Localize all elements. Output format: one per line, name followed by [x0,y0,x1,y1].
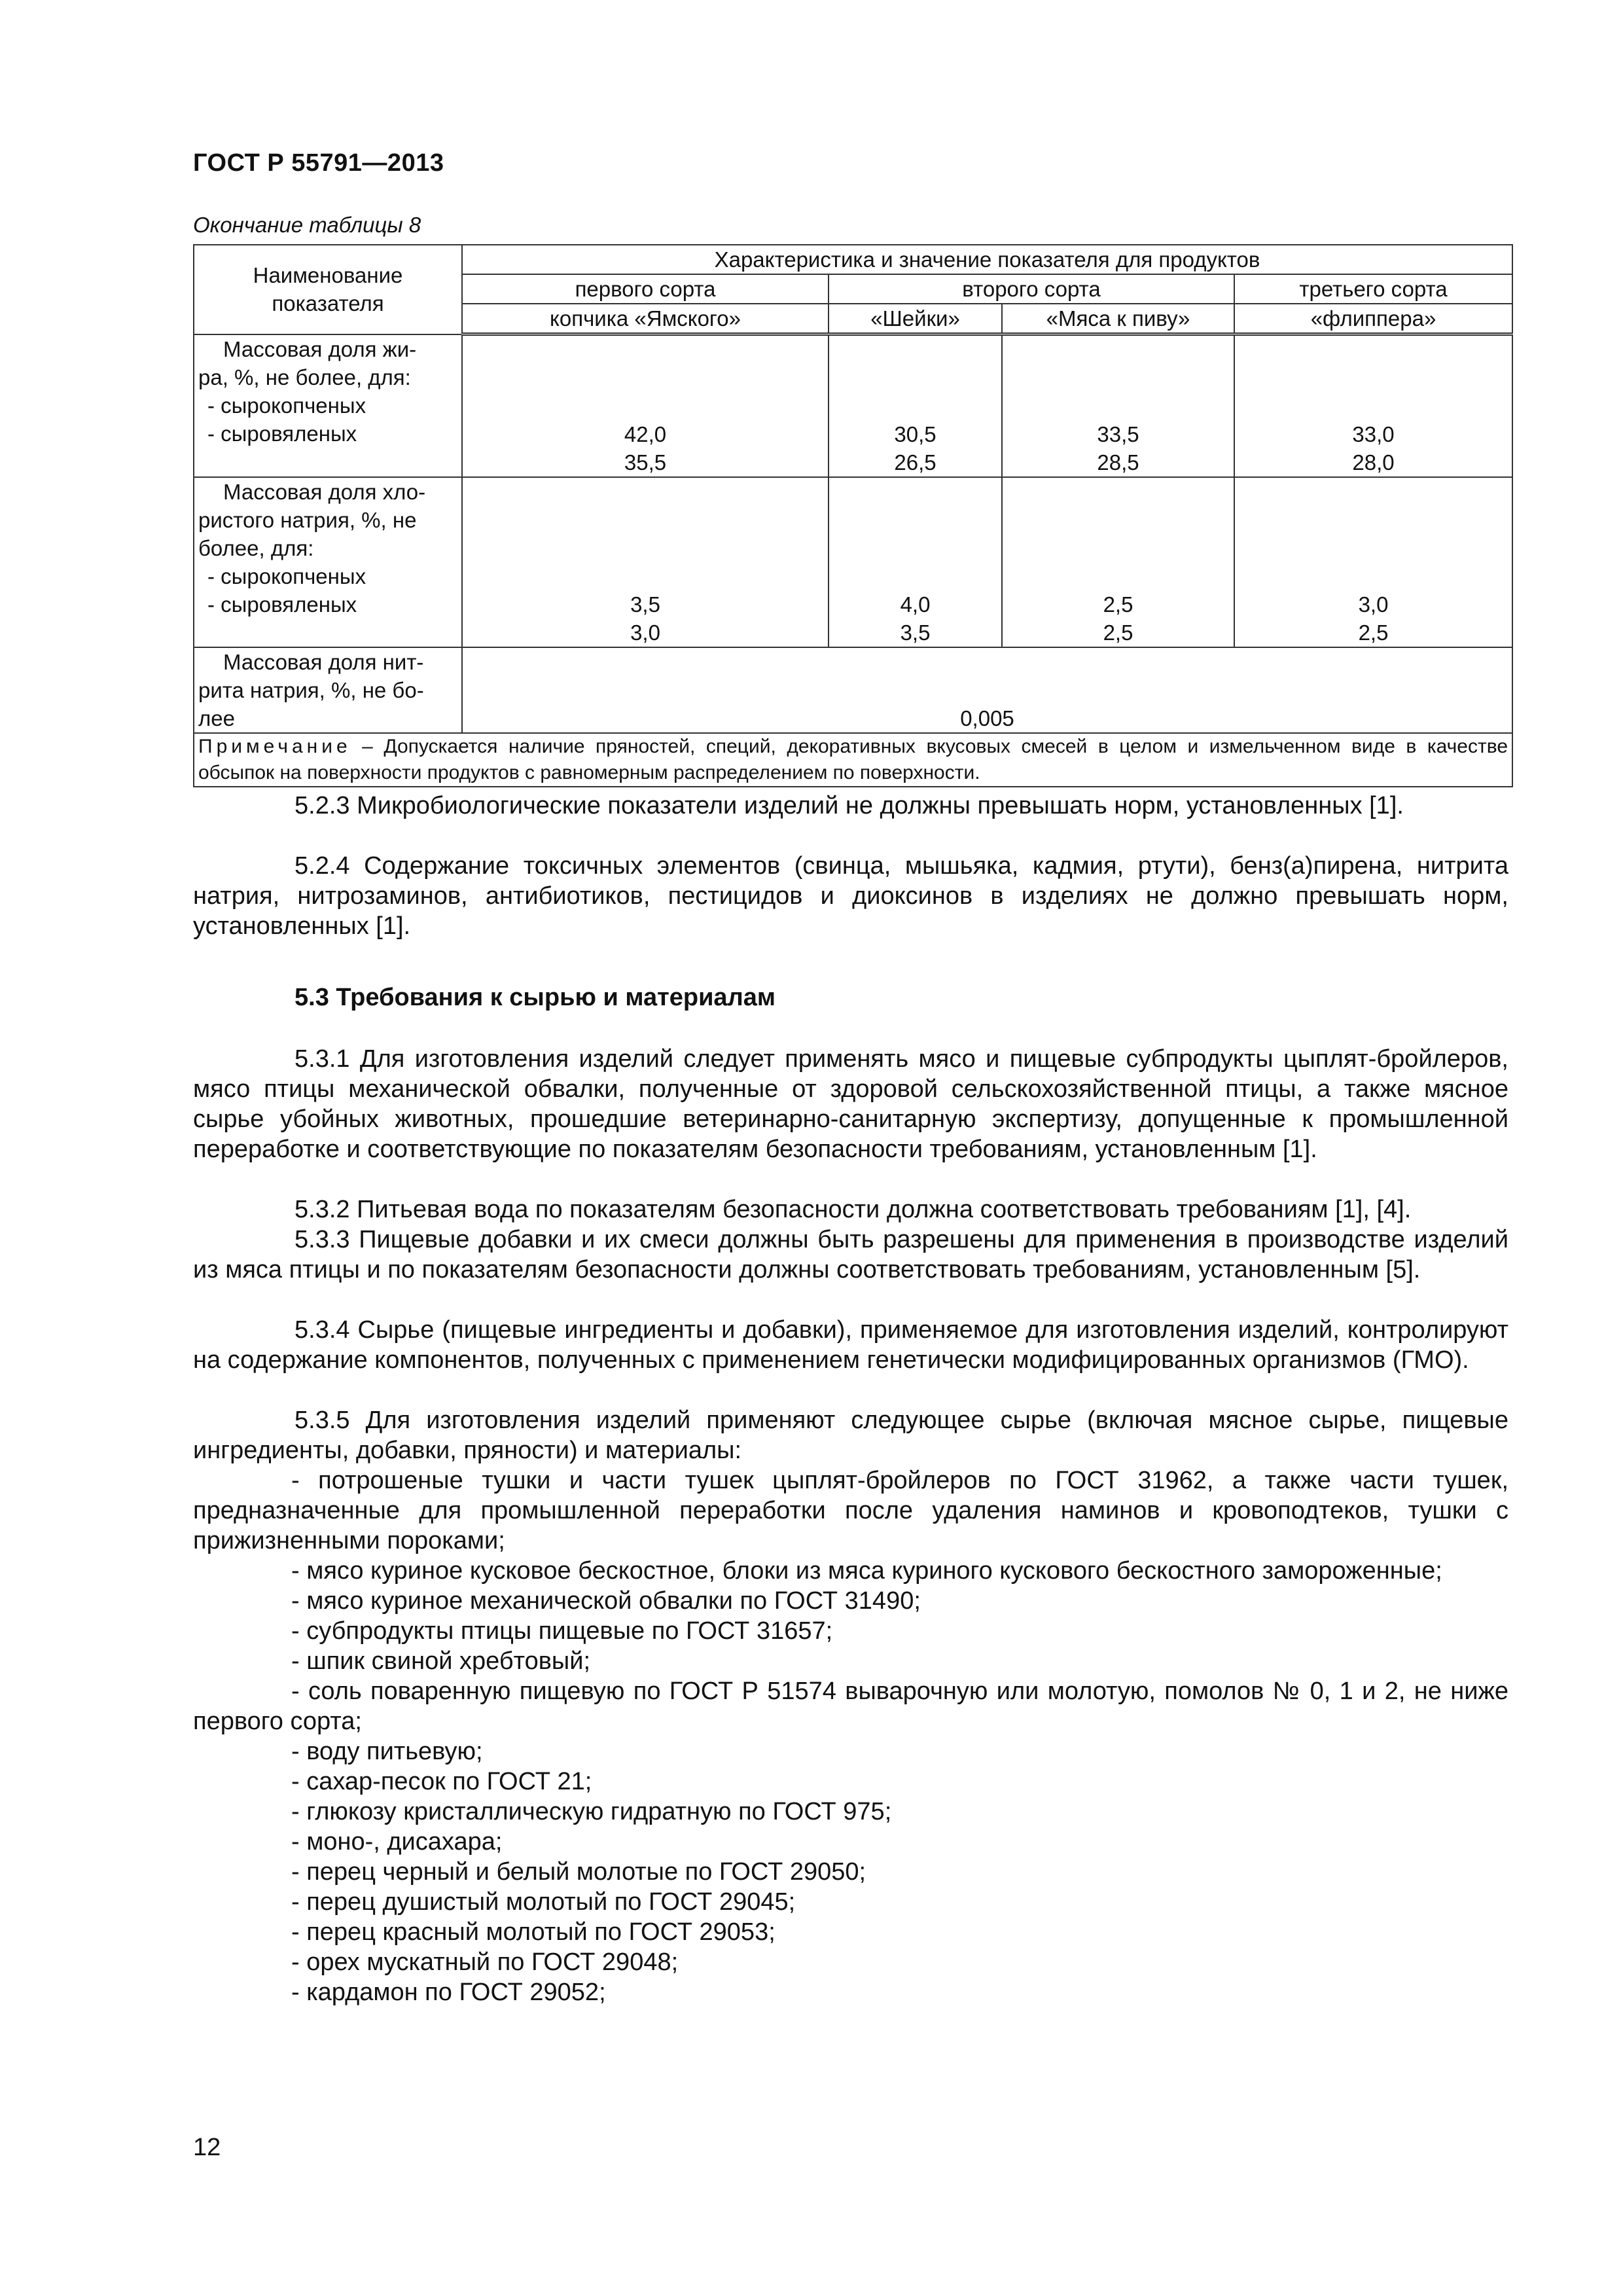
header-indicator-name: Наименование показателя [194,245,462,334]
row-name-line: рита натрия, %, не бо- [198,678,424,702]
header-group: Характеристика и значение показателя для продуктов [462,245,1512,274]
list-item: - мясо куриное механической обвалки по ГОСТ 31490; [291,1587,921,1615]
list-item: - сахар-песок по ГОСТ 21; [291,1768,592,1795]
header-product: копчика «Ямского» [462,304,829,334]
cell [1002,334,1234,478]
cell-value: 26,5 [894,450,936,475]
list-item: - воду питьевую; [291,1738,483,1765]
list-item: - перец душистый молотый по ГОСТ 29045; [291,1888,796,1916]
list-item: - кардамон по ГОСТ 29052; [291,1979,606,2006]
table-note [194,733,1512,787]
list-item: - глюкозу кристаллическую гидратную по ГОСТ 975; [291,1798,892,1825]
cell-value: 2,5 [1103,620,1133,645]
paragraph-text: 5.3.2 Питьевая вода по показателям безопасности должна соответствовать требованиям [1], [4]. [294,1196,1412,1223]
page-number: 12 [193,2134,221,2161]
list-item: - шпик свиной хребтовый; [291,1647,591,1675]
table-caption: Окончание таблицы 8 [193,213,421,237]
header-product: «флиппера» [1234,304,1512,334]
row-name-line: Массовая доля жи- [223,336,417,361]
list-item: - соль поваренную пищевую по ГОСТ Р 51574 выварочную или молотую, помолов № 0, 1 и 2, не ниже первого сорта; [193,1677,1508,1735]
list-item: - мясо куриное кусковое бескостное, блоки из мяса куриного кускового бескостного замороженные; [291,1557,1442,1585]
table-note-row [194,733,1512,787]
cell-value: 33,0 [1352,422,1395,446]
row-name-fat [194,334,462,478]
cell-value: 30,5 [894,422,936,446]
list-item: - субпродукты птицы пищевые по ГОСТ 31657; [291,1617,833,1645]
table-row [194,647,1512,733]
cell-value: 28,5 [1097,450,1139,475]
row-sub-label: - сыровяленых [207,592,357,617]
materials-list [193,1465,1508,2007]
paragraph-5-2-4 [193,851,1508,941]
cell [1234,477,1512,647]
header-grade-2: второго сорта [829,274,1234,304]
row-name-salt [194,477,462,647]
cell [462,334,829,478]
cell-value: 2,5 [1358,620,1389,645]
cell [462,477,829,647]
paragraph-text: 5.3.3 Пищевые добавки и их смеси должны быть разрешены для применения в производстве изделий из мяса птицы и по показателям безопасности должны соответствовать требованиям, установленным [5]. [193,1226,1508,1283]
cell-value: 4,0 [900,592,931,617]
row-sub-label: - сырокопченых [207,393,366,418]
paragraph-5-3-3 [193,1225,1508,1285]
row-name-line: Массовая доля хло- [223,480,426,504]
list-item: - моно-, дисахара; [291,1828,503,1856]
cell-value: 33,5 [1097,422,1139,446]
table-row [194,334,1512,478]
cell [1002,477,1234,647]
row-sub-label: - сыровяленых [207,421,357,446]
paragraph-text: 5.3.5 Для изготовления изделий применяют следующее сырье (включая мясное сырье, пищевые ингредиенты, добавки, пряности) и материалы: [193,1407,1508,1464]
row-name-nitrite [194,647,462,733]
row-sub-label: - сырокопченых [207,564,366,588]
list-item: - орех мускатный по ГОСТ 29048; [291,1948,679,1976]
cell-value: 2,5 [1103,592,1133,617]
paragraph-text: 5.3.4 Сырье (пищевые ингредиенты и добавки), применяемое для изготовления изделий, контролируют на содержание компонентов, полученных с применением генетически модифицированных организмов (ГМО). [193,1316,1508,1374]
row-name-line: ристого натрия, %, не [198,508,417,532]
header-grade-1: первого сорта [462,274,829,304]
cell-value: 3,0 [1358,592,1389,617]
section-title: 5.3 Требования к сырью и материалам [294,984,776,1011]
list-item: - перец красный молотый по ГОСТ 29053; [291,1918,776,1946]
cell-value: 3,5 [900,620,931,645]
indicators-table [193,244,1513,787]
row-name-line: ра, %, не более, для: [198,365,411,389]
header-grade-3: третьего сорта [1234,274,1512,304]
cell-value: 3,0 [630,620,660,645]
cell-value: 0,005 [462,647,1512,733]
cell-value: 35,5 [624,450,667,475]
cell-value: 3,5 [630,592,660,617]
cell-value: 28,0 [1352,450,1395,475]
paragraph-5-3-5 [193,1405,1508,1465]
table-row [194,477,1512,647]
header-product: «Мяса к пиву» [1002,304,1234,334]
paragraph-5-3-2 [193,1194,1508,1225]
cell [1234,334,1512,478]
row-name-line: Массовая доля нит- [223,650,424,674]
list-item: - перец черный и белый молотые по ГОСТ 29050; [291,1858,866,1886]
note-text: – Допускается наличие пряностей, специй, декоративных вкусовых смесей в целом и измельченном виде в качестве обсыпок на поверхности продуктов с равномерным распределением по поверхности. [198,736,1508,783]
paragraph-text: 5.3.1 Для изготовления изделий следует применять мясо и пищевые субпродукты цыплят-бройлеров, мясо птицы механической обвалки, полученные от здоровой сельскохозяйственной птицы, а также мясное сырье убойных животных, прошедшие ветеринарно-санитарную экспертизу, допущенные к промышленной переработке и соответствующие по показателям безопасности требованиям, установленным [1]. [193,1045,1508,1163]
cell [829,477,1002,647]
paragraph-5-2-3 [193,791,1508,821]
row-name-line: более, для: [198,536,314,560]
paragraph-5-3-4 [193,1315,1508,1375]
document-header-title: ГОСТ Р 55791—2013 [193,149,444,177]
header-product: «Шейки» [829,304,1002,334]
cell-value: 42,0 [624,422,667,446]
paragraph-text: 5.2.4 Содержание токсичных элементов (свинца, мышьяка, кадмия, ртути), бенз(а)пирена, нитрита натрия, нитрозаминов, антибиотиков, пестицидов и диоксинов в изделиях не должно превышать норм, установленных [1]. [193,852,1508,940]
paragraph-5-3-1 [193,1044,1508,1164]
row-name-line: лее [198,706,235,730]
list-item: - потрошеные тушки и части тушек цыплят-бройлеров по ГОСТ 31962, а также части тушек, предназначенные для промышленной переработки после удаления наминов и кровоподтеков, тушки с прижизненными пороками; [193,1467,1508,1554]
paragraph-text: 5.2.3 Микробиологические показатели изделий не должны превышать норм, установленных [1]. [294,792,1404,819]
note-label: Примечание [198,736,351,757]
cell [829,334,1002,478]
